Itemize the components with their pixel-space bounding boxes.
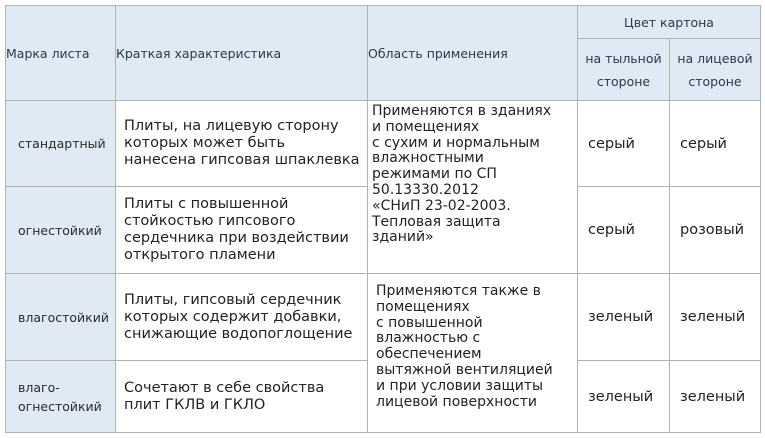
grade-label: огнестойкий — [18, 398, 102, 414]
area-line: лицевой поверхности — [376, 393, 537, 410]
header-area: Область применения — [368, 6, 578, 101]
description-cell — [116, 361, 368, 433]
drywall-grades-table — [5, 5, 761, 433]
area-line: помещениях — [376, 298, 470, 315]
description-line: Сочетают в себе свойства — [124, 379, 325, 396]
table-container — [5, 5, 760, 433]
front-color-cell: серый — [670, 101, 761, 187]
grade-cell — [6, 101, 116, 187]
grade-cell — [6, 361, 116, 433]
front-color-cell: розовый — [670, 187, 761, 274]
description-line: Плиты, на лицевую сторону — [124, 118, 339, 134]
grade-cell — [6, 187, 116, 274]
header-front-side-line-1: на лицевой — [677, 50, 753, 66]
description-line: снижающие водопоглощение — [124, 325, 353, 342]
back-color-cell: серый — [578, 187, 670, 274]
grade-cell — [6, 274, 116, 361]
header-description: Краткая характеристика — [116, 6, 368, 101]
description-cell — [116, 101, 368, 187]
description-line: плит ГКЛВ и ГКЛО — [124, 396, 266, 413]
header-back-side — [578, 39, 670, 101]
table-body — [6, 101, 761, 433]
description-cell — [116, 274, 368, 361]
header-back-side-line-2: стороне — [596, 73, 651, 89]
back-color-cell: зеленый — [578, 274, 670, 361]
area-line: Применяются в зданиях — [372, 103, 552, 119]
area-line: «СНиП 23-02-2003. — [372, 197, 511, 214]
back-color-cell: серый — [578, 101, 670, 187]
area-line: и при условии защиты — [376, 377, 544, 394]
header-back-side-line-1: на тыльной — [585, 50, 662, 66]
description-line: Плиты с повышенной — [124, 196, 289, 212]
area-line: вытяжной вентиляцией — [376, 361, 553, 378]
area-line: влажностью с — [376, 330, 481, 347]
area-line: и помещениях — [372, 118, 480, 135]
grade-label: стандартный — [18, 136, 106, 151]
area-line: с сухим и нормальным — [372, 134, 540, 151]
table-row — [6, 101, 761, 187]
description-line: нанесена гипсовая шпаклевка — [124, 152, 360, 168]
header-cardboard-color: Цвет картона — [578, 6, 761, 39]
area-line: влажностными — [372, 150, 484, 167]
area-line: Тепловая защита — [372, 213, 501, 230]
header-front-side — [670, 39, 761, 101]
area-line: Применяются также в — [376, 283, 541, 299]
table-header — [6, 6, 761, 101]
area-line: с повышенной — [376, 314, 483, 331]
grade-label: влагостойкий — [18, 309, 109, 325]
area-line: зданий» — [372, 229, 434, 246]
grade-label: огнестойкий — [18, 222, 102, 238]
front-color-cell: зеленый — [670, 361, 761, 433]
area-line: 50.13330.2012 — [372, 181, 479, 198]
area-line: режимами по СП — [372, 166, 497, 183]
description-line: стойкостью гипсового — [124, 213, 296, 229]
description-cell — [116, 187, 368, 274]
header-front-side-line-2: стороне — [688, 73, 742, 89]
front-color-cell: зеленый — [670, 274, 761, 361]
area-line: обеспечением — [376, 346, 482, 363]
description-line: Плиты, гипсовый сердечник — [124, 291, 342, 308]
table-row — [6, 274, 761, 361]
description-line: которых может быть — [124, 135, 286, 151]
description-line: открытого пламени — [124, 247, 276, 263]
header-grade: Марка листа — [6, 6, 116, 101]
back-color-cell: зеленый — [578, 361, 670, 433]
grade-label: влаго- — [18, 379, 60, 395]
area-cell-group-1 — [368, 101, 578, 274]
description-line: которых содержит добавки, — [124, 308, 342, 325]
area-cell-group-2 — [368, 274, 578, 433]
description-line: сердечника при воздействии — [124, 230, 349, 246]
